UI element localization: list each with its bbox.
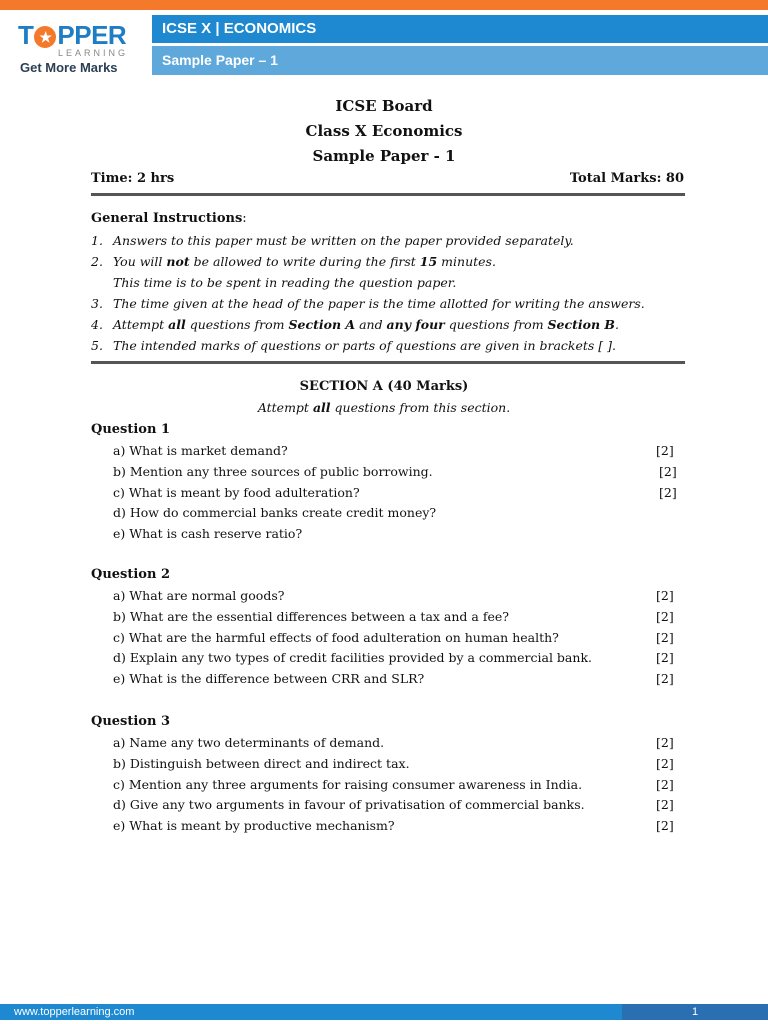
question-part: c) What is meant by food adulteration? [113,484,360,500]
marks-label: [2] [656,797,674,813]
divider-top [91,193,685,196]
question-part: b) What are the essential differences between a tax and a fee? [113,608,509,624]
marks-label: [2] [659,463,677,479]
question-heading: Question 3 [91,714,171,729]
question-part: c) Mention any three arguments for raising consumer awareness in India. [113,776,583,792]
instruction-text: not [166,254,190,269]
instruction-text: questions from [444,317,548,332]
marks-label: [2] [656,671,674,687]
question-part: e) What is the difference between CRR and SLR? [113,671,425,687]
question-part: a) Name any two determinants of demand. [113,735,385,750]
class-title: Class X Economics [305,122,463,140]
star-icon: ★ [34,26,56,48]
instruction-text: Attempt [113,317,169,332]
section-subheading: Attempt all questions from this section. [257,400,511,415]
logo-wordmark: T ★ PPER [18,20,127,50]
question-part: d) Explain any two types of credit facilities provided by a commercial bank. [113,650,592,666]
instruction-text: 15 [419,254,438,269]
instruction-text: Section A [288,317,356,332]
instruction-text: Answers to this paper must be written on the paper provided separately. [113,233,574,248]
divider-bottom [91,361,685,364]
question-part: b) Distinguish between direct and indirect tax. [113,755,410,771]
subject-banner: ICSE X | ECONOMICS [152,15,768,43]
time-label: Time: 2 hrs [91,171,175,186]
page-number: 1 [622,1004,768,1020]
question-part: b) Mention any three sources of public borrowing. [113,463,433,479]
question-part: c) What are the harmful effects of food adulteration on human health? [113,629,559,645]
paper-title: Sample Paper - 1 [312,147,456,165]
instruction-item [91,296,685,312]
marks-label: [2] [656,443,674,458]
logo-tagline: Get More Marks [20,60,118,75]
marks-label: [2] [656,629,674,645]
instruction-text: . [615,317,619,332]
instruction-number: 4. [91,317,103,332]
instruction-item [91,275,685,291]
total-marks-label: Total Marks: 80 [569,171,684,186]
paper-banner: Sample Paper – 1 [152,46,768,75]
topper-logo [18,18,128,78]
question-part: d) How do commercial banks create credit money? [113,505,437,521]
marks-label: [2] [656,608,674,624]
section-heading: SECTION A (40 Marks) [299,379,469,394]
marks-label: [2] [656,755,674,771]
instruction-text: The time given at the head of the paper is the time allotted for writing the answers. [113,296,645,311]
marks-label: [2] [656,735,674,750]
logo-subtext: LEARNING [58,48,129,58]
marks-label: [2] [656,776,674,792]
marks-label: [2] [656,818,674,834]
instruction-text: be allowed to write during the first [189,254,420,269]
instruction-text: The intended marks of questions or parts of questions are given in brackets [ ]. [113,338,616,353]
instruction-text: all [168,317,186,332]
instruction-text: minutes. [437,254,496,269]
question-part: d) Give any two arguments in favour of privatisation of commercial banks. [113,797,585,813]
instruction-text: any four [386,317,445,332]
instruction-item [91,254,685,270]
instruction-text: and [355,317,387,332]
instruction-text: questions from [185,317,289,332]
board-title: ICSE Board [335,97,433,115]
instruction-number: 5. [91,338,103,353]
footer-url[interactable]: www.topperlearning.com [14,1006,135,1018]
question-part: e) What is meant by productive mechanism? [113,818,395,834]
question-part: e) What is cash reserve ratio? [113,526,303,542]
footer-bar [0,1004,768,1020]
question-part: a) What are normal goods? [113,588,285,603]
top-accent-stripe [0,0,768,10]
instruction-number: 2. [91,254,103,269]
marks-label: [2] [659,484,677,500]
instruction-item [91,338,685,354]
instruction-number: 3. [91,296,103,311]
question-heading: Question 1 [91,422,171,437]
instruction-text: Section B [547,317,615,332]
instruction-text: This time is to be spent in reading the question paper. [113,275,457,290]
instruction-item [91,317,685,333]
marks-label: [2] [656,588,674,603]
instructions-heading: General Instructions: [91,211,247,226]
question-heading: Question 2 [91,567,171,582]
instruction-number: 1. [91,233,103,248]
question-part: a) What is market demand? [113,443,288,458]
marks-label: [2] [656,650,674,666]
instruction-item [91,233,685,249]
instruction-text: You will [113,254,167,269]
